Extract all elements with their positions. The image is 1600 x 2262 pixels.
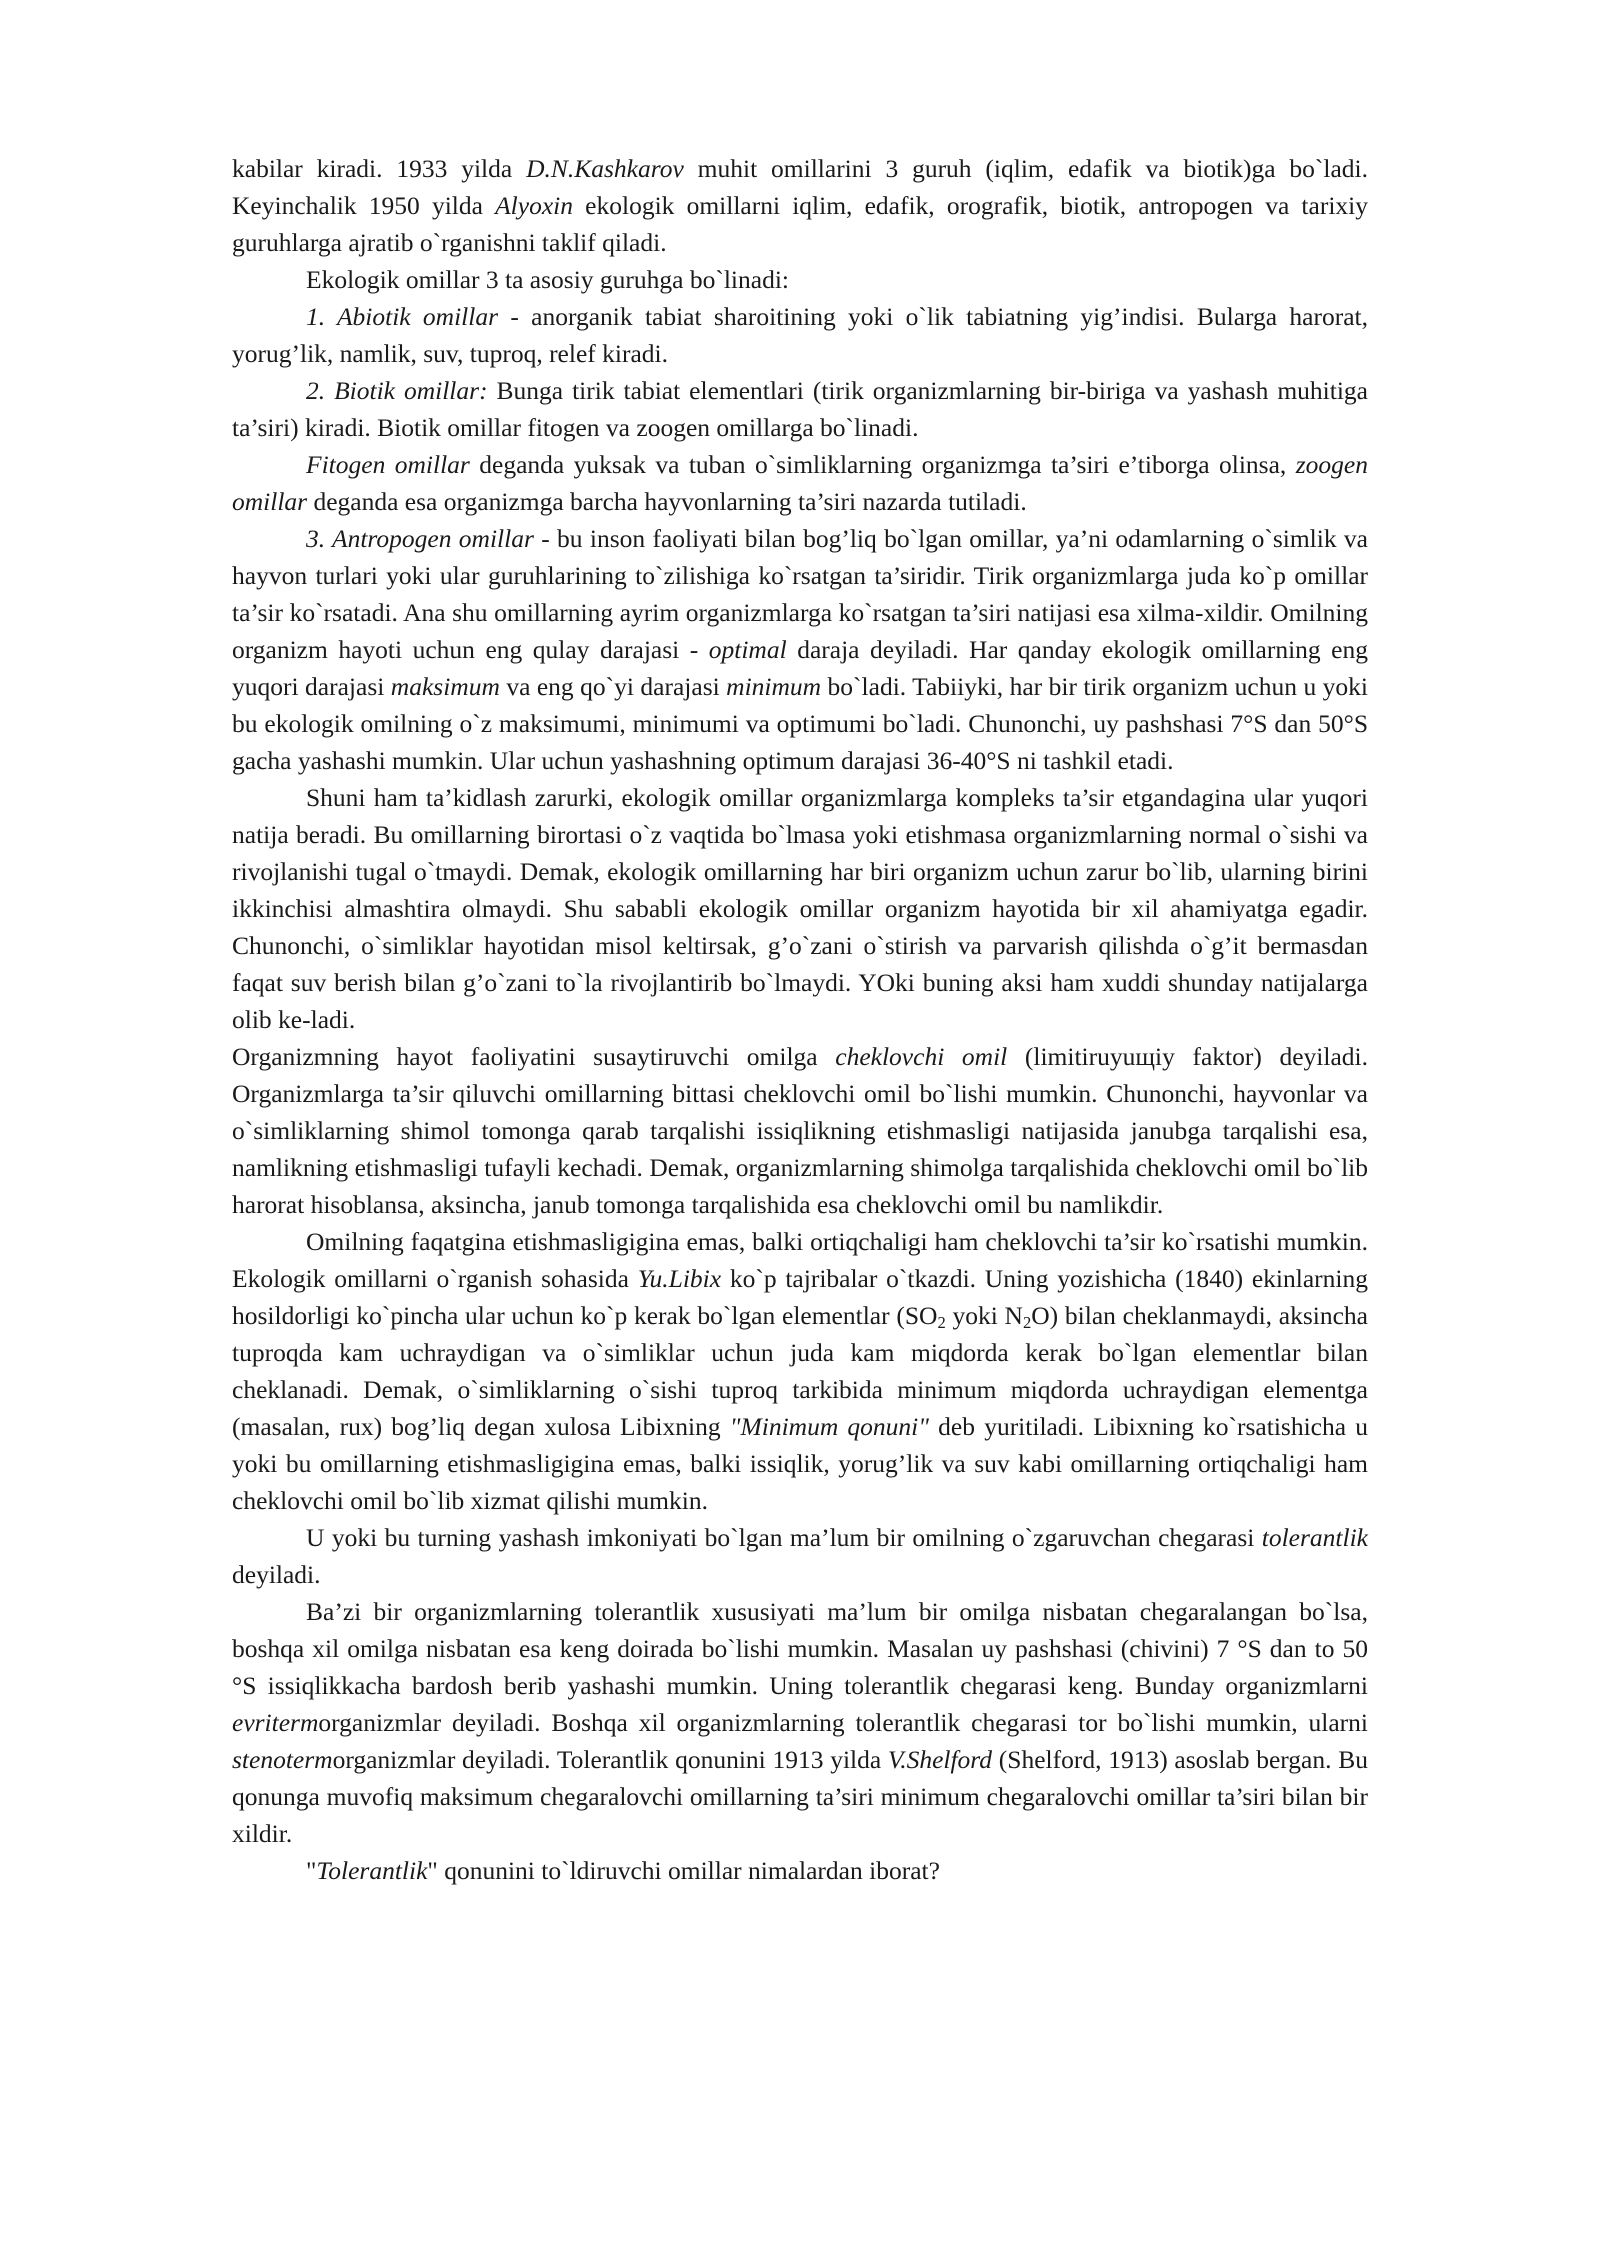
text-run: organizmlar deyiladi. Tolerantlik qonunini 1913 yilda: [332, 1745, 888, 1774]
paragraph-tolerance-definition: [232, 1519, 1368, 1593]
author-name: Yu.Libix: [637, 1264, 722, 1293]
text-run: yoki N: [945, 1301, 1023, 1330]
term: "Minimum qonuni": [729, 1412, 929, 1441]
text-run: ": [306, 1856, 317, 1885]
text-run: Omilning faqatgina etishmasligigina emas, balki ortiqchaligi ham cheklovchi ta’sir ko`rsatishi mumkin. Ekologik omillarni o`rganish sohasida: [232, 1227, 1368, 1293]
paragraph-libix: [232, 1223, 1368, 1519]
term: Fitogen omillar: [306, 450, 470, 479]
subscript: 2: [937, 1313, 946, 1333]
text-run: O) bilan cheklanmaydi, aksincha tuproqda kam uchraydigan va o`simliklar uchun juda kam miqdorda kerak bo`lgan elementlar bilan cheklanadi. Demak, o`simliklarning o`sishi tuproq tarkibida minimum miqdorda uchraydigan elementga (masalan, rux) bog’liq degan xulosa Libixning: [232, 1301, 1368, 1441]
term: maksimum: [390, 672, 500, 701]
term: cheklovchi omil: [835, 1042, 1008, 1071]
term: stenoterm: [232, 1745, 333, 1774]
text-run: - bu inson faoliyati bilan bog’liq bo`lgan omillar, ya’ni odamlarning o`simlik va hayvon turlari yoki ular guruhlarining to`zilishiga ko`rsatgan ta’siridir. Tirik organizmlarga juda ko`p omillar ta’sir ko`rsatadi. Ana shu omillarning ayrim organizmlarga ko`rsatgan ta’siri natijasi esa xilma-xildir. Omilning organizm hayoti uchun eng qulay darajasi -: [232, 524, 1368, 664]
text-run: deb yuritiladi. Libixning ko`rsatishicha u yoki bu omillarning etishmasligigina emas, balki issiqlik, yorug’lik va suv kabi omillarning ortiqchaligi ham cheklovchi omil bo`lib xizmat qilishi mumkin.: [232, 1412, 1369, 1515]
author-name: D.N.Kashkarov: [526, 154, 684, 183]
paragraph-limiting-factor: [232, 1038, 1368, 1223]
subscript: 2: [1022, 1313, 1032, 1333]
text-run: ko`p tajribalar o`tkazdi. Uning yozishicha (1840) ekinlarning hosildorligi ko`pincha ular uchun ko`p kerak bo`lgan elementlar (SO: [232, 1264, 1368, 1330]
text-run: organizmlar deyiladi. Boshqa xil organizmlarning tolerantlik chegarasi tor bo`lishi mumkin, ularni: [318, 1708, 1368, 1737]
text-run: U yoki bu turning yashash imkoniyati bo`lgan ma’lum bir omilning o`zgaruvchan chegarasi: [306, 1523, 1262, 1552]
paragraph-kashkarov: [232, 150, 1368, 261]
text-run: Ba’zi bir organizmlarning tolerantlik xususiyati ma’lum bir omilga nisbatan chegaralangan bo`lsa, boshqa xil omilga nisbatan esa keng doirada bo`lishi mumkin. Masalan uy pashshasi (chivini) 7 °S dan to 50 °S issiqlikkacha bardosh berib yashashi mumkin. Uning tolerantlik chegarasi keng. Bunday organizmlarni: [232, 1597, 1368, 1700]
text-run: kabilar kiradi. 1933 yilda: [232, 154, 527, 183]
term: optimal: [708, 635, 787, 664]
paragraph-groups-intro: Ekologik omillar 3 ta asosiy guruhga bo`linadi:: [306, 265, 790, 294]
text-run: deganda yuksak va tuban o`simliklarning organizmga ta’siri e’tiborga olinsa,: [469, 450, 1296, 479]
text-run: deganda esa organizmga barcha hayvonlarning ta’siri nazarda tutiladi.: [307, 487, 1027, 516]
term: zoogen omillar: [232, 450, 1368, 516]
text-run: daraja deyiladi. Har qanday ekologik omillarning eng yuqori darajasi: [232, 635, 1368, 701]
paragraph-antropogen: [232, 520, 1368, 779]
paragraph-biotic: [232, 372, 1368, 446]
term: Tolerantlik: [316, 1856, 428, 1885]
text-run: " qonunini to`ldiruvchi omillar nimalardan iborat?: [427, 1856, 940, 1885]
document-page: [232, 150, 1368, 1889]
term: minimum: [726, 672, 822, 701]
paragraph-abiotic: [232, 298, 1368, 372]
text-run: muhit omillarini 3 guruh (iqlim, edafik va biotik)ga bo`ladi. Keyinchalik 1950 yilda: [232, 154, 1369, 220]
text-run: deyiladi.: [232, 1560, 321, 1589]
term: 3. Antropogen omillar: [306, 524, 534, 553]
author-name: Alyoxin: [495, 191, 573, 220]
term: evriterm: [232, 1708, 319, 1737]
author-name: V.Shelford: [887, 1745, 993, 1774]
text-run: (Shelford, 1913) asoslab bergan. Bu qonunga muvofiq maksimum chegaralovchi omillarning ta’siri minimum chegaralovchi omillar ta’siri bilan bir xildir.: [232, 1745, 1368, 1848]
paragraph-complex-effect: Shuni ham ta’kidlash zarurki, ekologik omillar organizmlarga kompleks ta’sir etgandagina ular yuqori natija beradi. Bu omillarning birortasi o`z vaqtida bo`lmasa yoki etishmasa organizmlarning normal o`sishi va rivojlanishi tugal o`tmaydi. Demak, ekologik omillarning har biri organizm uchun zarur bo`lib, ularning birini ikkinchisi almashtira olmaydi. Shu sababli ekologik omillar organizm hayotida bir xil ahamiyatga egadir. Chunonchi, o`simliklar hayotidan misol keltirsak, g’o`zani o`stirish va parvarish qilishda o`g’it bermasdan faqat suv berish bilan g’o`zani to`la rivojlantirib bo`lmaydi. YOki buning aksi ham xuddi shunday natijalarga olib ke-ladi.: [232, 783, 1368, 1034]
text-run: va eng qo`yi darajasi: [499, 672, 727, 701]
paragraph-fitogen: [232, 446, 1368, 520]
term: 2. Biotik omillar:: [306, 376, 488, 405]
term: tolerantlik: [1261, 1523, 1368, 1552]
text-run: ekologik omillarni iqlim, edafik, orografik, biotik, antropogen va tarixiy guruhlarga ajratib o`rganishni taklif qiladi.: [232, 191, 1368, 257]
text-run: Organizmning hayot faoliyatini susaytiruvchi omilga: [232, 1042, 836, 1071]
text-run: (limitiruyuщiy faktor) deyiladi. Organizmlarga ta’sir qiluvchi omillarning bittasi cheklovchi omil bo`lishi mumkin. Chunonchi, hayvonlar va o`simliklarning shimol tomonga qarab tarqalishi issiqlikning etishmasligi natijasida janubga tarqalishi esa, namlikning etishmasligi tufayli kechadi. Demak, organizmlarning shimolga tarqalishida cheklovchi omil bo`lib harorat hisoblansa, aksincha, janub tomonga tarqalishida esa cheklovchi omil bu namlikdir.: [232, 1042, 1369, 1219]
text-run: Bunga tirik tabiat elementlari (tirik organizmlarning bir-biriga va yashash muhitiga ta’siri) kiradi. Biotik omillar fitogen va zoogen omillarga bo`linadi.: [232, 376, 1369, 442]
paragraph-question: [232, 1852, 1368, 1889]
text-run: - anorganik tabiat sharoitining yoki o`lik tabiatning yig’indisi. Bularga harorat, yorug’lik, namlik, suv, tuproq, relef kiradi.: [232, 302, 1369, 368]
paragraph-shelford: [232, 1593, 1368, 1852]
term: 1. Abiotik omillar: [306, 302, 499, 331]
text-run: bo`ladi. Tabiiyki, har bir tirik organizm uchun u yoki bu ekologik omilning o`z maksimumi, minimumi va optimumi bo`ladi. Chunonchi, uy pashshasi 7°S dan 50°S gacha yashashi mumkin. Ular uchun yashashning optimum darajasi 36-40°S ni tashkil etadi.: [232, 672, 1368, 775]
